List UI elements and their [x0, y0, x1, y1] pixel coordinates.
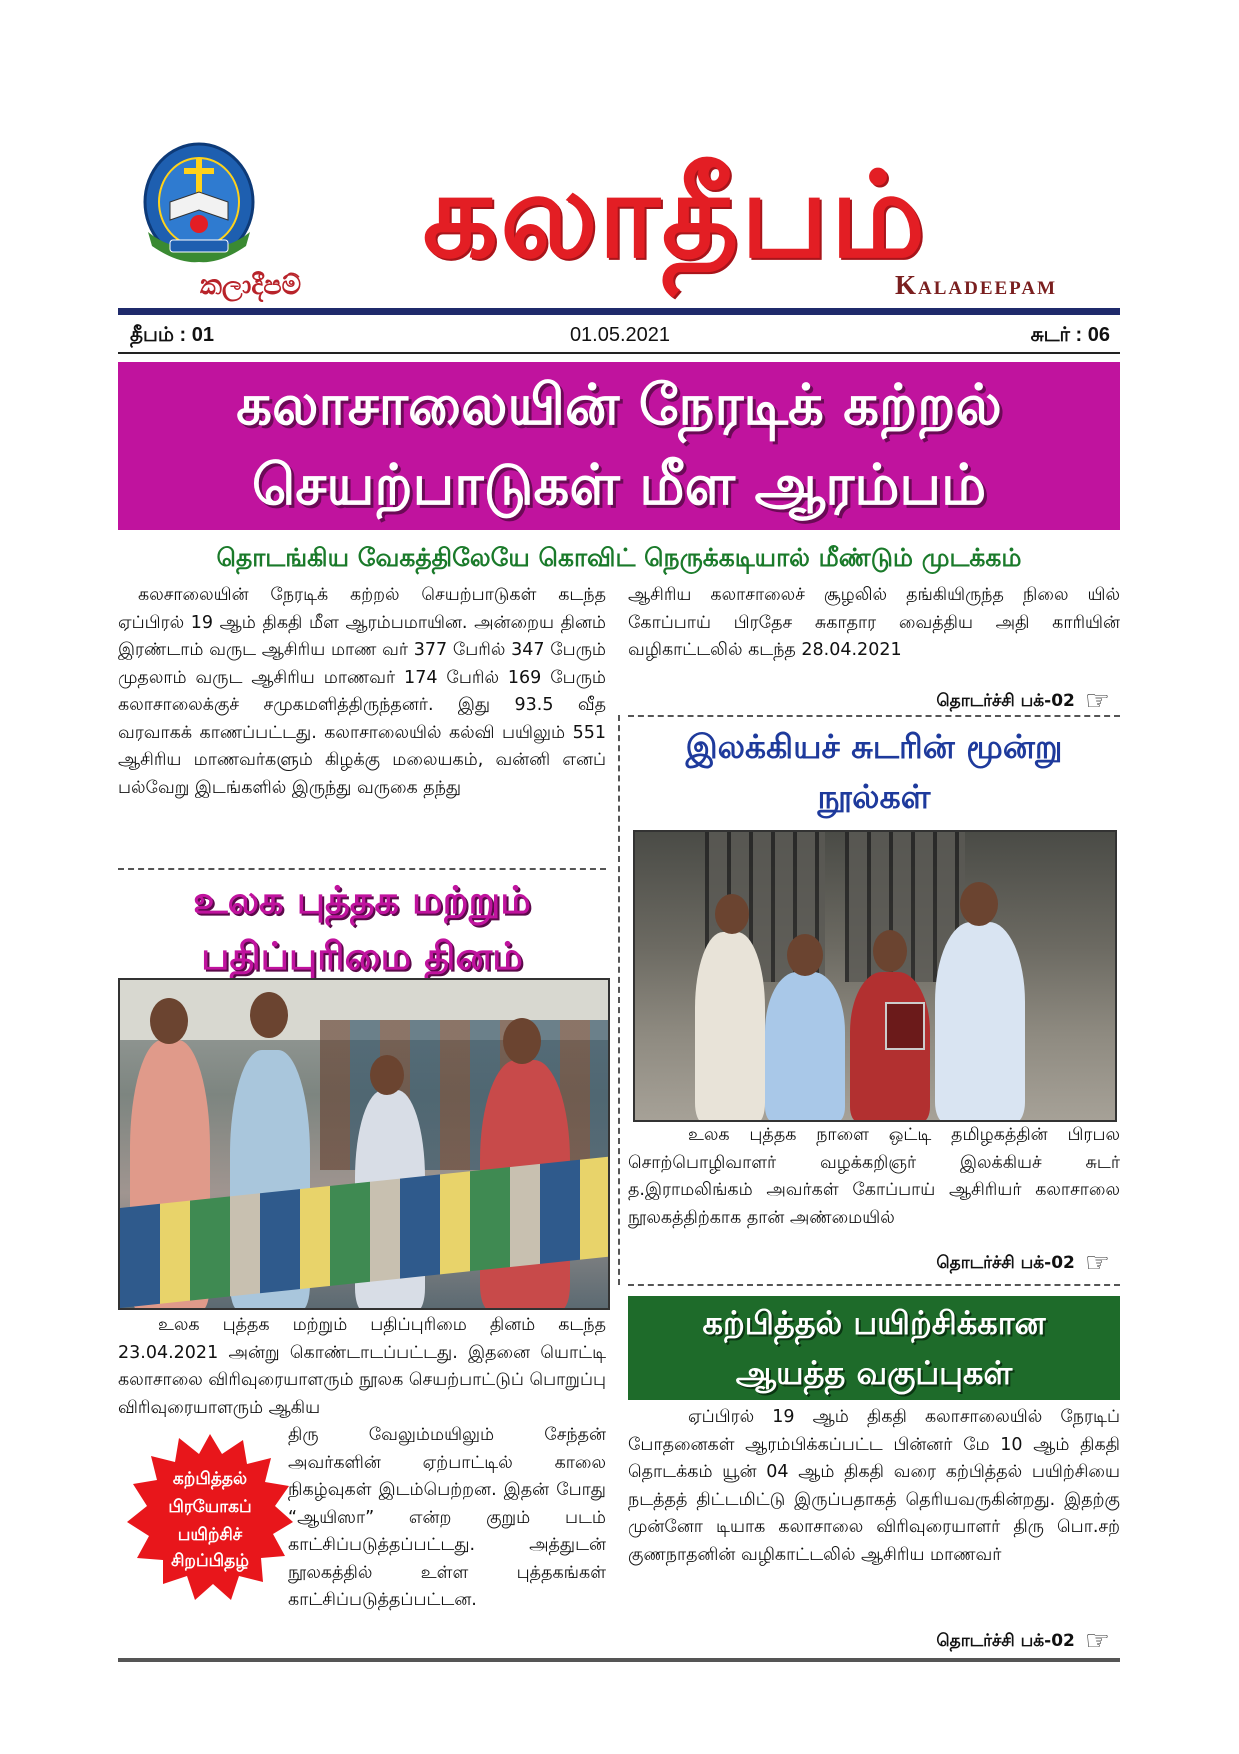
special-issue-starburst [125, 1432, 295, 1602]
books-donation-photo [633, 830, 1117, 1122]
masthead-title: கலாதீபம் [422, 145, 928, 284]
continued-label: தொடர்ச்சி பக்-02 [936, 1253, 1075, 1273]
main-story-continued [780, 684, 1110, 718]
masthead-english-title: Kaladeepam [895, 270, 1058, 300]
photo-book [885, 1002, 925, 1050]
books-headline-line1: இலக்கியச் சுடரின் மூன்று நூல்கள் [685, 727, 1063, 816]
book-day-headline [118, 872, 606, 988]
photo-person-head [150, 998, 188, 1044]
dashed-divider [118, 868, 606, 870]
training-headline-line1: கற்பித்தல் பயிற்சிக்கான [702, 1304, 1046, 1342]
photo-person-head [787, 934, 823, 976]
starburst-line4: சிறப்பிதழ் [171, 1551, 249, 1571]
photo-person-head [715, 894, 749, 934]
pointing-hand-icon: ☞ [1084, 684, 1110, 717]
photo-person-head [960, 882, 998, 926]
main-subheadline: தொடங்கிய வேகத்திலேயே கொவிட் நெருக்கடியால் மீண்டும் முடக்கம் [216, 543, 1022, 572]
main-headline-line2: செயற்பாடுகள் மீள ஆரம்பம் [251, 453, 987, 518]
issue-date: 01.05.2021 [569, 324, 671, 346]
book-day-caption-bottom: திரு வேலும்மயிலும் சேந்தன் அவர்களின் ஏற்பாட்டில் காலை நிகழ்வுகள் இடம்பெற்றன. இதன் போது “ஆயிஸா” என்ற குறும் படம் காட்சிப்படுத்தப்பட்டது. அத்துடன் நூலகத்தில் உள்ள புத்தகங்கள் காட்சிப்படுத்தப்பட்டன. [288, 1425, 606, 1610]
photo-person-head [873, 930, 907, 972]
photo-person-head [370, 1055, 404, 1095]
book-day-headline-line2: பதிப்புரிமை தினம் [201, 934, 523, 978]
pointing-hand-icon: ☞ [1084, 1624, 1110, 1657]
books-donation-continued [780, 1246, 1110, 1280]
continued-label: தொடர்ச்சி பக்-02 [936, 1631, 1075, 1651]
book-day-caption-top: உலக புத்தக மற்றும் பதிப்புரிமை தினம் கடந்த 23.04.2021 அன்று கொண்டாடப்பட்டது. இதனை யொட்டி கலாசாலை விரிவுரையாளரும் நூலக செயற்பாட்டுப் பொறுப்பு விரிவுரையாளரும் ஆகிய [118, 1315, 606, 1418]
continued-label: தொடர்ச்சி பக்-02 [936, 691, 1075, 711]
dashed-divider [628, 715, 1120, 717]
training-story-body: ஏப்பிரல் 19 ஆம் திகதி கலாசாலையில் நேரடிப் போதனைகள் ஆரம்பிக்கப்பட்ட பின்னர் மே 10 ஆம் திகதி தொடக்கம் யூன் 04 ஆம் திகதி வரை கற்பித்தல் பயிற்சியை நடத்தத் திட்டமிட்டு இருப்பதாகத் தெரியவருகின்றது. இதற்கு முன்னோ டியாக கலாசாலை விரிவுரையாளர் திரு பொ.சற் குணநாதனின் வழிகாட்டலில் ஆசிரிய மாணவர் [628, 1407, 1120, 1565]
main-story-body-right: ஆசிரிய கலாசாலைச் சூழலில் தங்கியிருந்த நிலை யில் கோப்பாய் பிரதேச சுகாதார வைத்திய அதி காரியின் வழிகாட்டலில் கடந்த 28.04.2021 [628, 585, 1120, 660]
issue-volume: தீபம் : 01 [130, 324, 215, 346]
starburst-line3: பயிற்சிச் [177, 1525, 243, 1545]
photo-person [765, 972, 845, 1122]
training-headline-banner [628, 1296, 1120, 1400]
main-story-body-left: கலசாலையின் நேரடிக் கற்றல் செயற்பாடுகள் கடந்த ஏப்பிரல் 19 ஆம் திகதி மீள ஆரம்பமாயின. அன்றைய தினம் இரண்டாம் வருட ஆசிரிய மாண வர் 377 பேரில் 347 பேரும் முதலாம் வருட ஆசிரிய மாணவர் 174 பேரில் 169 பேரும் கலாசாலைக்குச் சமுகமளித்திருந்தனர். இது 93.5 வீத வரவாகக் காணப்பட்டது. கலாசாலையில் கல்வி பயிலும் 551 ஆசிரிய மாணவர்களும் கிழக்கு மலையகம், வன்னி எனப் பல்வேறு இடங்களில் இருந்து வருகை தந்து [118, 585, 606, 798]
book-day-headline-line1: உலக புத்தக மற்றும் [193, 878, 531, 922]
issue-number: சுடர் : 06 [1030, 324, 1110, 346]
photo-person-head [250, 992, 288, 1038]
starburst-line2: பிரயோகப் [168, 1497, 252, 1517]
book-day-photo [118, 978, 610, 1310]
dashed-column-divider [618, 715, 620, 1285]
masthead-rule [118, 308, 1120, 315]
starburst-line1: கற்பித்தல் [172, 1469, 248, 1489]
main-headline-line1: கலாசாலையின் நேரடிக் கற்றல் [236, 373, 1002, 438]
training-headline-line2: ஆயத்த வகுப்புகள் [735, 1354, 1013, 1392]
books-donation-caption: உலக புத்தக நாளை ஒட்டி தமிழகத்தின் பிரபல சொற்பொழிவாளர் வழக்கறிஞர் இலக்கியச் சுடர் த.இராமலிங்கம் அவர்கள் கோப்பாய் ஆசிரியர் கலாசாலை நூலகத்திற்காக தான் அண்மையில் [628, 1125, 1120, 1228]
training-story-continued [780, 1624, 1110, 1658]
footer-rule [118, 1658, 1120, 1662]
dashed-divider [628, 1284, 1120, 1286]
main-headline-banner [118, 362, 1120, 530]
books-donation-headline [628, 722, 1120, 824]
info-rule [118, 352, 1120, 354]
college-logo [140, 140, 258, 270]
masthead-sinhala-title: කලාදීපම් [200, 270, 302, 301]
photo-person [935, 922, 1025, 1122]
photo-person [695, 932, 765, 1122]
pointing-hand-icon: ☞ [1084, 1246, 1110, 1279]
photo-person-head [503, 1018, 541, 1064]
